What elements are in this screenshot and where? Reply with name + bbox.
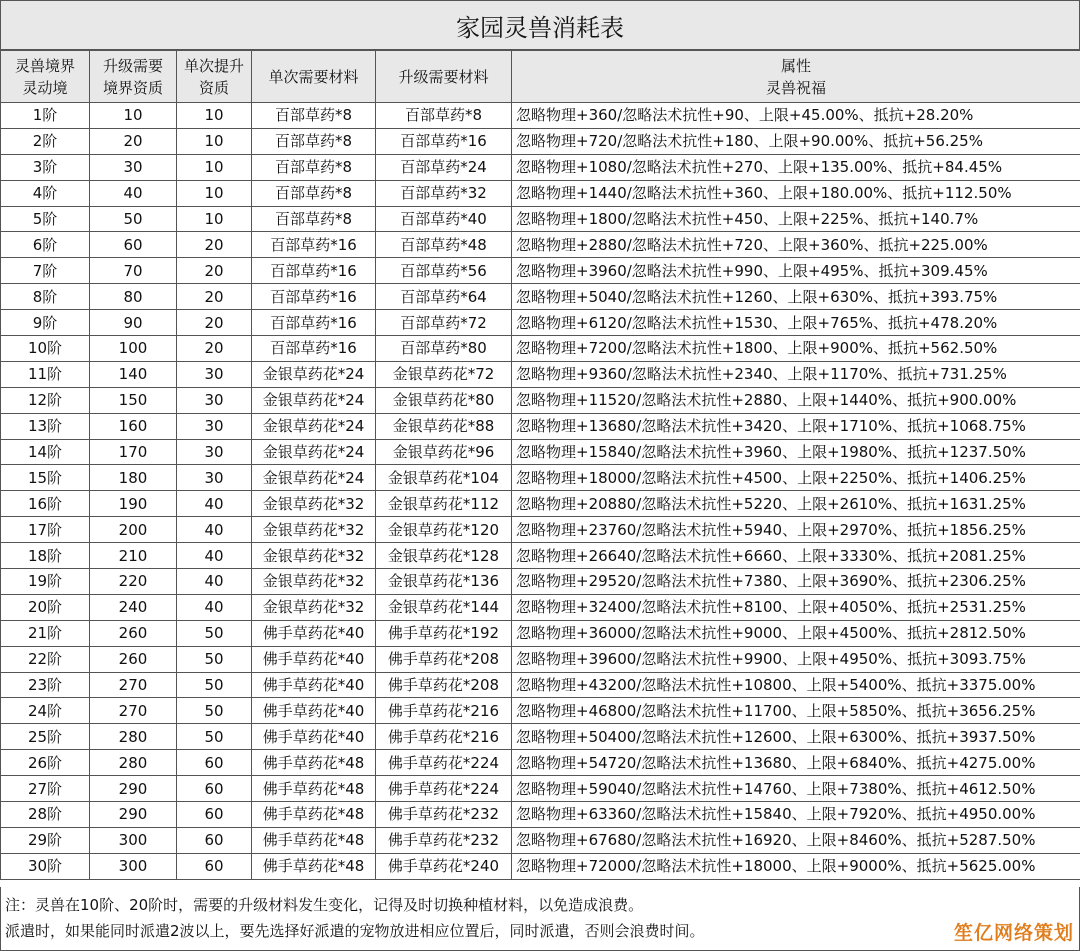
table-row xyxy=(1,413,1080,439)
header-single-boost-line2: 资质 xyxy=(198,78,229,97)
cell-realm: 23阶 xyxy=(1,672,90,698)
cell-single-boost: 50 xyxy=(177,672,252,698)
cell-single-boost: 30 xyxy=(177,413,252,439)
cell-single-material: 佛手草药花*48 xyxy=(252,750,376,776)
cell-realm: 29阶 xyxy=(1,827,90,853)
cell-upgrade-material: 佛手草药花*232 xyxy=(376,827,512,853)
header-required-aptitude xyxy=(90,51,177,103)
cell-single-boost: 10 xyxy=(177,180,252,206)
cell-single-material: 佛手草药花*40 xyxy=(252,672,376,698)
cell-upgrade-material: 佛手草药花*224 xyxy=(376,750,512,776)
cell-attributes: 忽略物理+32400/忽略法术抗性+8100、上限+4050%、抵抗+2531.25% xyxy=(512,594,1080,620)
cell-realm: 7阶 xyxy=(1,258,90,284)
cell-attributes: 忽略物理+1440/忽略法术抗性+360、上限+180.00%、抵抗+112.50% xyxy=(512,180,1080,206)
cell-attributes: 忽略物理+720/忽略法术抗性+180、上限+90.00%、抵抗+56.25% xyxy=(512,128,1080,154)
cell-realm: 2阶 xyxy=(1,128,90,154)
cell-single-boost: 60 xyxy=(177,827,252,853)
cell-single-boost: 10 xyxy=(177,154,252,180)
cell-single-boost: 20 xyxy=(177,310,252,336)
cell-upgrade-material: 佛手草药花*240 xyxy=(376,853,512,879)
cell-required-aptitude: 290 xyxy=(90,776,177,802)
table-row xyxy=(1,103,1080,129)
cell-upgrade-material: 金银草药花*136 xyxy=(376,569,512,595)
cell-upgrade-material: 佛手草药花*216 xyxy=(376,724,512,750)
cell-single-material: 佛手草药花*40 xyxy=(252,698,376,724)
cell-upgrade-material: 百部草药*56 xyxy=(376,258,512,284)
cell-realm: 8阶 xyxy=(1,284,90,310)
cell-single-material: 金银草药花*24 xyxy=(252,387,376,413)
cell-attributes: 忽略物理+59040/忽略法术抗性+14760、上限+7380%、抵抗+4612.50% xyxy=(512,776,1080,802)
cell-single-boost: 40 xyxy=(177,594,252,620)
table-row xyxy=(1,698,1080,724)
table-row xyxy=(1,620,1080,646)
cell-single-material: 佛手草药花*48 xyxy=(252,776,376,802)
cell-attributes: 忽略物理+1800/忽略法术抗性+450、上限+225%、抵抗+140.7% xyxy=(512,206,1080,232)
cell-single-material: 百部草药*16 xyxy=(252,310,376,336)
cell-attributes: 忽略物理+15840/忽略法术抗性+3960、上限+1980%、抵抗+1237.50% xyxy=(512,439,1080,465)
cell-realm: 21阶 xyxy=(1,620,90,646)
cell-attributes: 忽略物理+2880/忽略法术抗性+720、上限+360%、抵抗+225.00% xyxy=(512,232,1080,258)
cell-attributes: 忽略物理+23760/忽略法术抗性+5940、上限+2970%、抵抗+1856.25% xyxy=(512,517,1080,543)
cell-required-aptitude: 20 xyxy=(90,128,177,154)
cell-single-boost: 50 xyxy=(177,724,252,750)
table-row xyxy=(1,853,1080,879)
cell-attributes: 忽略物理+50400/忽略法术抗性+12600、上限+6300%、抵抗+3937.50% xyxy=(512,724,1080,750)
cell-upgrade-material: 百部草药*32 xyxy=(376,180,512,206)
cell-single-material: 金银草药花*32 xyxy=(252,594,376,620)
cell-upgrade-material: 金银草药花*144 xyxy=(376,594,512,620)
cell-attributes: 忽略物理+1080/忽略法术抗性+270、上限+135.00%、抵抗+84.45% xyxy=(512,154,1080,180)
cell-upgrade-material: 金银草药花*104 xyxy=(376,465,512,491)
cell-single-material: 百部草药*16 xyxy=(252,258,376,284)
cell-required-aptitude: 170 xyxy=(90,439,177,465)
consumption-table xyxy=(0,50,1080,880)
table-row xyxy=(1,776,1080,802)
header-required-aptitude-line2: 境界资质 xyxy=(102,78,163,97)
cell-single-boost: 50 xyxy=(177,698,252,724)
table-row xyxy=(1,258,1080,284)
cell-required-aptitude: 260 xyxy=(90,646,177,672)
cell-upgrade-material: 百部草药*40 xyxy=(376,206,512,232)
table-row xyxy=(1,672,1080,698)
cell-single-material: 金银草药花*24 xyxy=(252,361,376,387)
cell-realm: 19阶 xyxy=(1,569,90,595)
cell-attributes: 忽略物理+26640/忽略法术抗性+6660、上限+3330%、抵抗+2081.25% xyxy=(512,543,1080,569)
cell-required-aptitude: 300 xyxy=(90,853,177,879)
cell-single-boost: 40 xyxy=(177,543,252,569)
cell-single-boost: 30 xyxy=(177,361,252,387)
header-single-material: 单次需要材料 xyxy=(252,51,376,103)
cell-single-boost: 50 xyxy=(177,620,252,646)
cell-required-aptitude: 270 xyxy=(90,672,177,698)
table-row xyxy=(1,465,1080,491)
cell-single-material: 佛手草药花*40 xyxy=(252,620,376,646)
table-row xyxy=(1,310,1080,336)
cell-required-aptitude: 300 xyxy=(90,827,177,853)
cell-upgrade-material: 百部草药*64 xyxy=(376,284,512,310)
cell-attributes: 忽略物理+3960/忽略法术抗性+990、上限+495%、抵抗+309.45% xyxy=(512,258,1080,284)
cell-single-boost: 20 xyxy=(177,336,252,362)
table-row xyxy=(1,232,1080,258)
cell-attributes: 忽略物理+5040/忽略法术抗性+1260、上限+630%、抵抗+393.75% xyxy=(512,284,1080,310)
cell-single-material: 佛手草药花*48 xyxy=(252,827,376,853)
cell-single-boost: 40 xyxy=(177,491,252,517)
cell-realm: 27阶 xyxy=(1,776,90,802)
cell-required-aptitude: 270 xyxy=(90,698,177,724)
cell-required-aptitude: 260 xyxy=(90,620,177,646)
cell-upgrade-material: 金银草药花*96 xyxy=(376,439,512,465)
cell-single-material: 金银草药花*32 xyxy=(252,491,376,517)
cell-required-aptitude: 140 xyxy=(90,361,177,387)
cell-required-aptitude: 150 xyxy=(90,387,177,413)
cell-realm: 16阶 xyxy=(1,491,90,517)
cell-realm: 4阶 xyxy=(1,180,90,206)
cell-realm: 10阶 xyxy=(1,336,90,362)
cell-single-material: 佛手草药花*40 xyxy=(252,724,376,750)
cell-realm: 20阶 xyxy=(1,594,90,620)
cell-upgrade-material: 金银草药花*80 xyxy=(376,387,512,413)
cell-required-aptitude: 50 xyxy=(90,206,177,232)
cell-realm: 22阶 xyxy=(1,646,90,672)
cell-upgrade-material: 金银草药花*120 xyxy=(376,517,512,543)
cell-realm: 26阶 xyxy=(1,750,90,776)
cell-required-aptitude: 100 xyxy=(90,336,177,362)
table-row xyxy=(1,827,1080,853)
table-title: 家园灵兽消耗表 xyxy=(0,0,1080,50)
cell-single-boost: 30 xyxy=(177,439,252,465)
table-row xyxy=(1,361,1080,387)
table-row xyxy=(1,594,1080,620)
cell-single-material: 百部草药*8 xyxy=(252,154,376,180)
cell-attributes: 忽略物理+18000/忽略法术抗性+4500、上限+2250%、抵抗+1406.25% xyxy=(512,465,1080,491)
table-row xyxy=(1,128,1080,154)
watermark-logo: 笙亿网络策划 xyxy=(953,922,1074,944)
cell-attributes: 忽略物理+6120/忽略法术抗性+1530、上限+765%、抵抗+478.20% xyxy=(512,310,1080,336)
cell-upgrade-material: 百部草药*24 xyxy=(376,154,512,180)
cell-single-material: 百部草药*16 xyxy=(252,232,376,258)
table-row xyxy=(1,154,1080,180)
cell-attributes: 忽略物理+29520/忽略法术抗性+7380、上限+3690%、抵抗+2306.25% xyxy=(512,569,1080,595)
cell-attributes: 忽略物理+36000/忽略法术抗性+9000、上限+4500%、抵抗+2812.50% xyxy=(512,620,1080,646)
cell-attributes: 忽略物理+360/忽略法术抗性+90、上限+45.00%、抵抗+28.20% xyxy=(512,103,1080,129)
cell-single-material: 金银草药花*24 xyxy=(252,465,376,491)
table-row xyxy=(1,543,1080,569)
cell-required-aptitude: 160 xyxy=(90,413,177,439)
cell-upgrade-material: 佛手草药花*224 xyxy=(376,776,512,802)
cell-single-boost: 10 xyxy=(177,103,252,129)
cell-attributes: 忽略物理+46800/忽略法术抗性+11700、上限+5850%、抵抗+3656.25% xyxy=(512,698,1080,724)
header-row xyxy=(1,51,1080,103)
cell-attributes: 忽略物理+67680/忽略法术抗性+16920、上限+8460%、抵抗+5287.50% xyxy=(512,827,1080,853)
table-row xyxy=(1,802,1080,828)
cell-upgrade-material: 百部草药*48 xyxy=(376,232,512,258)
cell-upgrade-material: 佛手草药花*192 xyxy=(376,620,512,646)
table-row xyxy=(1,206,1080,232)
cell-attributes: 忽略物理+20880/忽略法术抗性+5220、上限+2610%、抵抗+1631.25% xyxy=(512,491,1080,517)
cell-single-material: 金银草药花*32 xyxy=(252,517,376,543)
cell-required-aptitude: 70 xyxy=(90,258,177,284)
cell-required-aptitude: 180 xyxy=(90,465,177,491)
cell-required-aptitude: 80 xyxy=(90,284,177,310)
cell-realm: 3阶 xyxy=(1,154,90,180)
table-row xyxy=(1,646,1080,672)
cell-upgrade-material: 佛手草药花*232 xyxy=(376,802,512,828)
table-row xyxy=(1,491,1080,517)
cell-single-boost: 60 xyxy=(177,802,252,828)
cell-realm: 1阶 xyxy=(1,103,90,129)
note-line: 派遣时，如果能同时派遣2波以上，要先选择好派遣的宠物放进相应位置后，同时派遣，否则会浪费时间。 xyxy=(5,922,705,940)
cell-required-aptitude: 40 xyxy=(90,180,177,206)
cell-single-material: 百部草药*8 xyxy=(252,103,376,129)
cell-attributes: 忽略物理+13680/忽略法术抗性+3420、上限+1710%、抵抗+1068.75% xyxy=(512,413,1080,439)
cell-required-aptitude: 10 xyxy=(90,103,177,129)
cell-realm: 17阶 xyxy=(1,517,90,543)
cell-upgrade-material: 金银草药花*128 xyxy=(376,543,512,569)
cell-upgrade-material: 百部草药*72 xyxy=(376,310,512,336)
header-attributes-line2: 灵兽祝福 xyxy=(765,78,826,97)
cell-single-boost: 60 xyxy=(177,750,252,776)
cell-upgrade-material: 金银草药花*72 xyxy=(376,361,512,387)
table-body xyxy=(1,103,1080,880)
cell-required-aptitude: 280 xyxy=(90,750,177,776)
cell-single-material: 佛手草药花*48 xyxy=(252,853,376,879)
cell-upgrade-material: 佛手草药花*208 xyxy=(376,646,512,672)
cell-single-boost: 20 xyxy=(177,284,252,310)
cell-required-aptitude: 190 xyxy=(90,491,177,517)
header-upgrade-material: 升级需要材料 xyxy=(376,51,512,103)
table-row xyxy=(1,569,1080,595)
cell-upgrade-material: 佛手草药花*216 xyxy=(376,698,512,724)
cell-single-material: 百部草药*8 xyxy=(252,206,376,232)
cell-required-aptitude: 220 xyxy=(90,569,177,595)
cell-realm: 6阶 xyxy=(1,232,90,258)
cell-realm: 14阶 xyxy=(1,439,90,465)
cell-upgrade-material: 佛手草药花*208 xyxy=(376,672,512,698)
header-required-aptitude-line1: 升级需要 xyxy=(102,56,163,75)
cell-required-aptitude: 280 xyxy=(90,724,177,750)
cell-upgrade-material: 百部草药*8 xyxy=(376,103,512,129)
cell-realm: 13阶 xyxy=(1,413,90,439)
table-row xyxy=(1,180,1080,206)
cell-required-aptitude: 30 xyxy=(90,154,177,180)
cell-realm: 5阶 xyxy=(1,206,90,232)
cell-single-material: 百部草药*8 xyxy=(252,128,376,154)
cell-required-aptitude: 240 xyxy=(90,594,177,620)
cell-single-material: 金银草药花*24 xyxy=(252,439,376,465)
header-single-boost-line1: 单次提升 xyxy=(183,56,244,75)
cell-realm: 24阶 xyxy=(1,698,90,724)
cell-single-boost: 10 xyxy=(177,206,252,232)
table-row xyxy=(1,439,1080,465)
cell-single-boost: 50 xyxy=(177,646,252,672)
cell-single-boost: 60 xyxy=(177,853,252,879)
header-realm xyxy=(1,51,90,103)
table-row xyxy=(1,517,1080,543)
cell-single-boost: 20 xyxy=(177,232,252,258)
cell-attributes: 忽略物理+7200/忽略法术抗性+1800、上限+900%、抵抗+562.50% xyxy=(512,336,1080,362)
table-row xyxy=(1,284,1080,310)
cell-single-boost: 60 xyxy=(177,776,252,802)
note-line: 注：灵兽在10阶、20阶时，需要的升级材料发生变化，记得及时切换种植材料，以免造成浪费。 xyxy=(5,896,644,914)
cell-upgrade-material: 金银草药花*112 xyxy=(376,491,512,517)
cell-realm: 18阶 xyxy=(1,543,90,569)
table-row xyxy=(1,750,1080,776)
header-single-boost xyxy=(177,51,252,103)
cell-single-material: 百部草药*16 xyxy=(252,284,376,310)
cell-realm: 25阶 xyxy=(1,724,90,750)
header-attributes xyxy=(512,51,1080,103)
table-row xyxy=(1,336,1080,362)
header-realm-line1: 灵兽境界 xyxy=(14,56,75,75)
cell-single-material: 百部草药*16 xyxy=(252,336,376,362)
cell-realm: 11阶 xyxy=(1,361,90,387)
cell-upgrade-material: 百部草药*16 xyxy=(376,128,512,154)
cell-single-material: 金银草药花*32 xyxy=(252,543,376,569)
cell-realm: 12阶 xyxy=(1,387,90,413)
cell-required-aptitude: 60 xyxy=(90,232,177,258)
cell-single-material: 佛手草药花*40 xyxy=(252,646,376,672)
table-row xyxy=(1,724,1080,750)
cell-attributes: 忽略物理+39600/忽略法术抗性+9900、上限+4950%、抵抗+3093.75% xyxy=(512,646,1080,672)
cell-single-boost: 10 xyxy=(177,128,252,154)
cell-realm: 28阶 xyxy=(1,802,90,828)
cell-realm: 15阶 xyxy=(1,465,90,491)
cell-attributes: 忽略物理+72000/忽略法术抗性+18000、上限+9000%、抵抗+5625.00% xyxy=(512,853,1080,879)
cell-attributes: 忽略物理+11520/忽略法术抗性+2880、上限+1440%、抵抗+900.00% xyxy=(512,387,1080,413)
cell-required-aptitude: 210 xyxy=(90,543,177,569)
cell-single-boost: 30 xyxy=(177,387,252,413)
table-row xyxy=(1,387,1080,413)
cell-single-boost: 40 xyxy=(177,569,252,595)
cell-attributes: 忽略物理+63360/忽略法术抗性+15840、上限+7920%、抵抗+4950.00% xyxy=(512,802,1080,828)
cell-single-material: 佛手草药花*48 xyxy=(252,802,376,828)
header-attributes-line1: 属性 xyxy=(780,56,811,75)
cell-attributes: 忽略物理+54720/忽略法术抗性+13680、上限+6840%、抵抗+4275.00% xyxy=(512,750,1080,776)
cell-realm: 9阶 xyxy=(1,310,90,336)
cell-upgrade-material: 百部草药*80 xyxy=(376,336,512,362)
cell-required-aptitude: 290 xyxy=(90,802,177,828)
cell-single-material: 金银草药花*24 xyxy=(252,413,376,439)
cell-single-boost: 40 xyxy=(177,517,252,543)
cell-required-aptitude: 90 xyxy=(90,310,177,336)
cell-single-material: 金银草药花*32 xyxy=(252,569,376,595)
cell-attributes: 忽略物理+43200/忽略法术抗性+10800、上限+5400%、抵抗+3375.00% xyxy=(512,672,1080,698)
cell-realm: 30阶 xyxy=(1,853,90,879)
notes-section xyxy=(0,887,1080,951)
cell-required-aptitude: 200 xyxy=(90,517,177,543)
cell-attributes: 忽略物理+9360/忽略法术抗性+2340、上限+1170%、抵抗+731.25% xyxy=(512,361,1080,387)
cell-upgrade-material: 金银草药花*88 xyxy=(376,413,512,439)
cell-single-boost: 20 xyxy=(177,258,252,284)
cell-single-material: 百部草药*8 xyxy=(252,180,376,206)
header-realm-line2: 灵动境 xyxy=(22,78,68,97)
cell-single-boost: 30 xyxy=(177,465,252,491)
